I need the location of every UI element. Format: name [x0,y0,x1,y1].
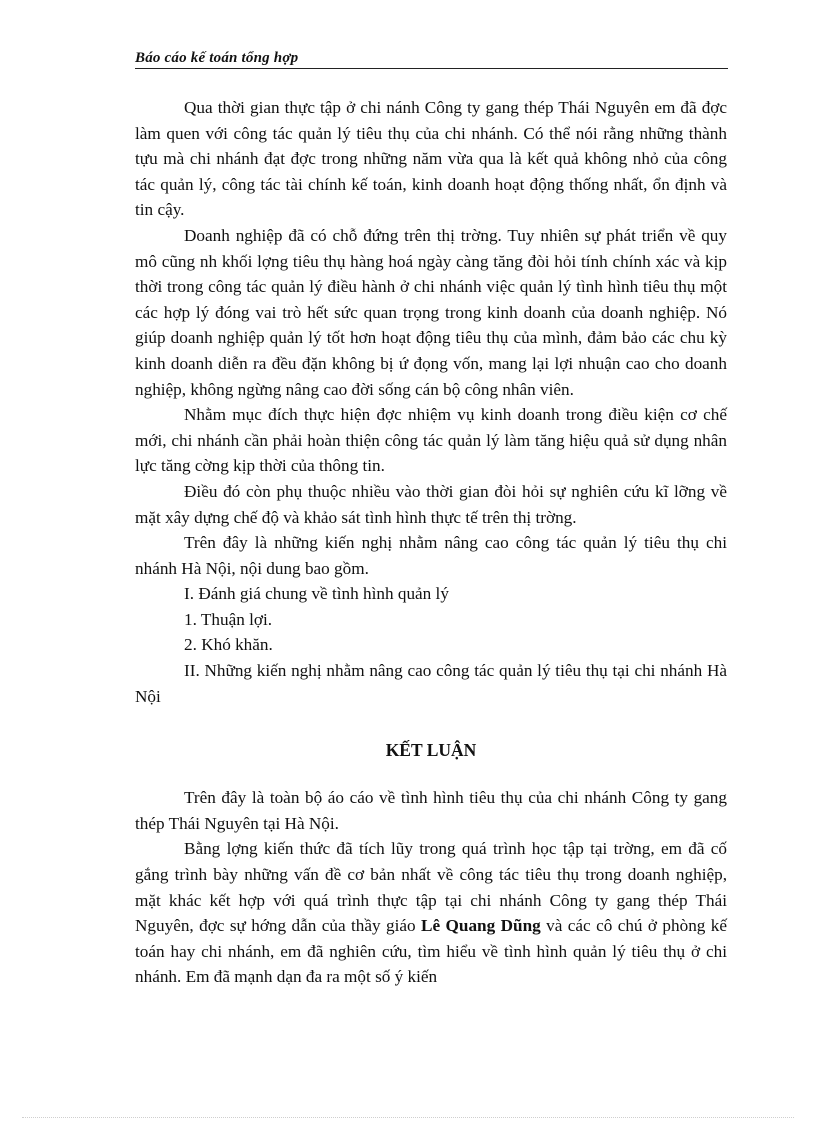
conclusion-text-before: Bằng lợng kiến thức đã tích lũy trong quá trình học tập tại trờng, em đã cố gắng trình bày những vấn đề cơ bản nhất về công tác tiêu thụ trong doanh nghiệp, mặt khác kết hợp với quá trình thực tập tại chi nhánh Công ty gang thép Thái Nguyên, đợc sự hớng dẫn của thầy giáo [135,839,727,936]
conclusion-paragraph-2 [135,836,727,990]
paragraph: Nhằm mục đích thực hiện đợc nhiệm vụ kinh doanh trong điều kiện cơ chế mới, chi nhánh cần phải hoàn thiện công tác quản lý làm tăng hiệu quả sử dụng nhân lực tăng cờng kịp thời của thông tin. [135,405,727,476]
paragraph: Điều đó còn phụ thuộc nhiều vào thời gian đòi hỏi sự nghiên cứu kĩ lỡng về mặt xây dựng chế độ và khảo sát tình hình thực tế trên thị trờng. [135,481,727,527]
outline-subitem-2: 2. Khó khăn. [184,635,273,655]
paragraph: Trên đây là những kiến nghị nhằm nâng cao công tác quản lý tiêu thụ chi nhánh Hà Nội, nội dung bao gồm. [135,533,727,578]
page-bottom-border [22,1117,794,1118]
document-body [135,95,727,990]
outline-subitem-1: 1. Thuận lợi. [184,609,273,629]
outline-item-2: II. Những kiến nghị nhằm nâng cao công tác quản lý tiêu thụ tại chi nhánh Hà Nội [135,661,727,706]
page-header [135,48,728,69]
paragraph: Qua thời gian thực tập ở chi nánh Công ty gang thép Thái Nguyên em đã đợc làm quen với công tác quản lý tiêu thụ của chi nhánh. Có thể nói rằng những thành tựu mà chi nhánh đạt đợc trong những năm vừa qua là kết quả không nhỏ của công tác quản lý, công tác tài chính kế toán, kinh doanh hoạt động thống nhất, ổn định và tin cậy. [135,98,727,220]
header-title: Báo cáo kế toán tổng hợp [135,50,299,66]
conclusion-text-after: và các cô chú ở phòng kế toán hay chi nhánh, em đã nghiên cứu, tìm hiểu về tình hình quản lý tiêu thụ ở chi nhánh. Em đã mạnh dạn đa ra một số ý kiến [135,916,728,987]
outline-item-1: I. Đánh giá chung về tình hình quản lý [184,584,449,604]
advisor-name: Lê Quang Dũng [421,916,541,936]
conclusion-heading: KẾT LUẬN [385,740,477,761]
paragraph: Doanh nghiệp đã có chỗ đứng trên thị trờng. Tuy nhiên sự phát triển về quy mô cũng nh khối lợng tiêu thụ hàng hoá ngày càng tăng đòi hỏi tính chính xác và kịp thời trong công tác quản lý điều hành ở chi nhánh việc quản lý tình hình tiêu thụ một các hợp lý đóng vai trò hết sức quan trọng trong kinh doanh của doanh nghiệp. Nó giúp doanh nghiệp quản lý tốt hơn hoạt động tiêu thụ của mình, đảm bảo các chu kỳ kinh doanh diễn ra đều đặn không bị ứ đọng vốn, mang lại lợi nhuận cao cho doanh nghiệp, không ngừng nâng cao đời sống cán bộ công nhân viên. [135,225,727,399]
conclusion-paragraph-1: Trên đây là toàn bộ áo cáo về tình hình tiêu thụ của chi nhánh Công ty gang thép Thái Nguyên tại Hà Nội. [135,788,727,833]
